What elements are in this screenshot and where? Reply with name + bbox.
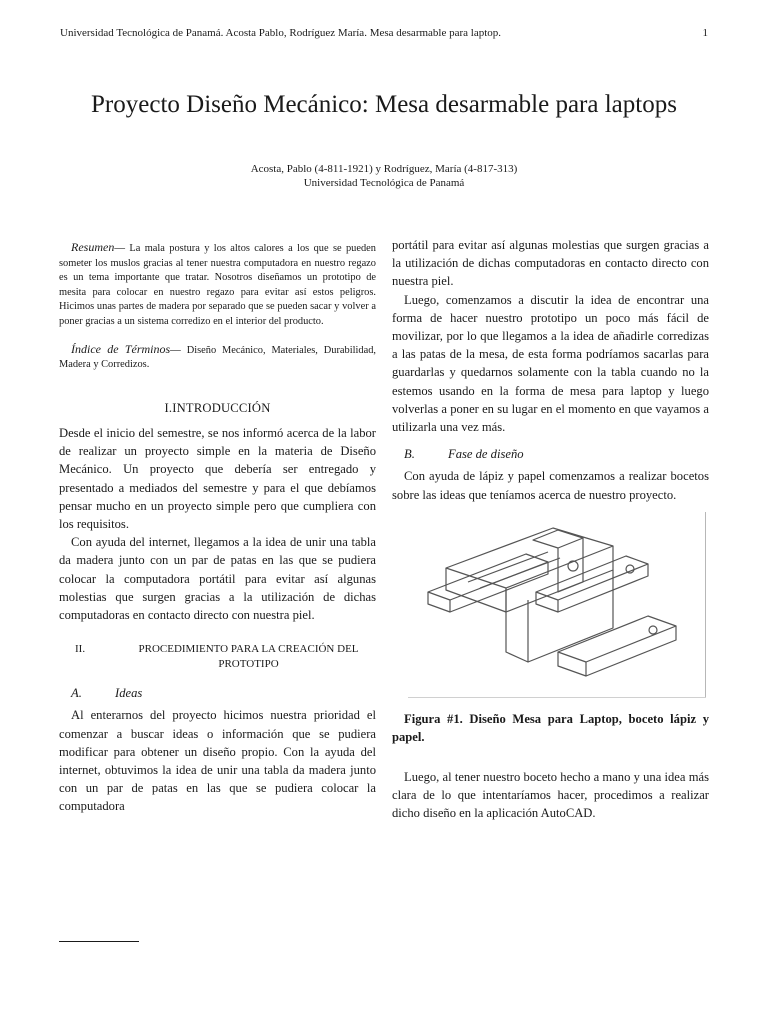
- right-column: [392, 236, 709, 822]
- section-title: PROCEDIMIENTO PARA LA CREACIÓN DEL PROTOTIPO: [138, 643, 359, 671]
- fase-diseno-paragraph-2: Luego, al tener nuestro boceto hecho a mano y una idea más clara de lo que intentaríamos hacer, procedimos a realizar dicho diseño en la aplicación AutoCAD.: [392, 769, 709, 821]
- subsection-letter: B.: [404, 447, 415, 462]
- index-terms: [59, 342, 376, 373]
- running-header: [60, 27, 708, 39]
- index-terms-label: Índice de Términos—: [71, 341, 181, 356]
- section-heading-procedimiento: [59, 642, 376, 672]
- authors: Acosta, Pablo (4-811-1921) y Rodríguez, María (4-817-313): [250, 163, 518, 175]
- abstract: [59, 240, 376, 330]
- subsection-letter: A.: [71, 686, 82, 701]
- figure-caption: Figura #1. Diseño Mesa para Laptop, boceto lápiz y papel.: [392, 711, 709, 744]
- section-number: II.: [75, 643, 86, 656]
- ideas-paragraph-2: Luego, comenzamos a discutir la idea de encontrar una forma de hacer nuestro prototipo un poco más fácil de movilizar, por lo que llegamos a la idea de añadirle corredizas a las patas de la mesa, de esta forma podríamos sacarlas para guardarlas y quedarnos solamente con la tabla cuando no la estemos usando en la forma de mesa para laptop y luego volverlas a poner en su lugar en el momento en que vayamos a utilizarla una vez más.: [392, 292, 709, 435]
- abstract-label: Resumen—: [71, 240, 125, 254]
- intro-paragraph-2: Con ayuda del internet, llegamos a la idea de unir una tabla da madera junto con un par de patas en las que se pudiera colocar la computadora portátil para evitar así algunas molestias que surgen gracias a la utilización de dichas computadoras en contacto directo con nuestra piel.: [59, 535, 376, 622]
- subsection-heading-ideas: [59, 684, 376, 702]
- subsection-title: Ideas: [115, 686, 143, 701]
- table-sketch-illustration: [408, 512, 698, 692]
- subsection-title: Fase de diseño: [448, 447, 524, 462]
- running-head-text: Universidad Tecnológica de Panamá. Acosta Pablo, Rodríguez María. Mesa desarmable para laptop.: [60, 27, 502, 39]
- index-terms-text: Diseño Mecánico, Materiales, Durabilidad, Madera y Corredizos.: [59, 344, 376, 371]
- abstract-text: La mala postura y los altos calores a los que se pueden someter los muslos gracias al tener nuestra computadora en nuestro regazo es un tema importante que tratar. Nosotros diseñamos un prototipo de mesita para colocar en nuestro regazo para evitar así estos peligros. Hicimos unas partes de madera por separado que se pueden sacar y volver a poner gracias a un sistema corredizo en el interior del producto.: [59, 243, 376, 327]
- ideas-paragraph-1: Al enterarnos del proyecto hicimos nuestra prioridad el comenzar a buscar ideas o información que se pudiera modificar para obtener un diseño propio. Con la ayuda del internet, obtuvimos la idea de unir una tabla da madera junto con un par de patas en las que se pudiera colocar la computadora: [59, 708, 376, 814]
- section-heading-introduccion: I.INTRODUCCIÓN: [164, 400, 271, 415]
- affiliation: Universidad Tecnológica de Panamá: [303, 177, 465, 189]
- ideas-paragraph-1-continued: portátil para evitar así algunas molestias que surgen gracias a la utilización de dichas computadoras en contacto directo con nuestra piel.: [392, 238, 709, 289]
- page-number: 1: [702, 27, 708, 39]
- author-block: [0, 162, 768, 190]
- fase-diseno-paragraph-1: Con ayuda de lápiz y papel comenzamos a realizar bocetos sobre las ideas que teníamos acerca de nuestro proyecto.: [392, 469, 709, 502]
- footnote-rule: [59, 941, 139, 942]
- figure-border-bottom: [408, 697, 706, 698]
- figure-border-right: [705, 512, 706, 698]
- intro-paragraph-1: Desde el inicio del semestre, se nos informó acerca de la labor de realizar un proyecto simple en la materia de Diseño Mecánico. Un proyecto que debería ser entregado y presentado a mediados del semestre y para el que debíamos pensar mucho en un proyecto simple pero que cumpliera con los requisitos.: [59, 425, 376, 531]
- subsection-heading-fase-diseno: [392, 445, 709, 463]
- figure-sketch: [408, 512, 708, 698]
- left-column: [59, 240, 376, 816]
- paper-title: Proyecto Diseño Mecánico: Mesa desarmable para laptops: [91, 91, 677, 118]
